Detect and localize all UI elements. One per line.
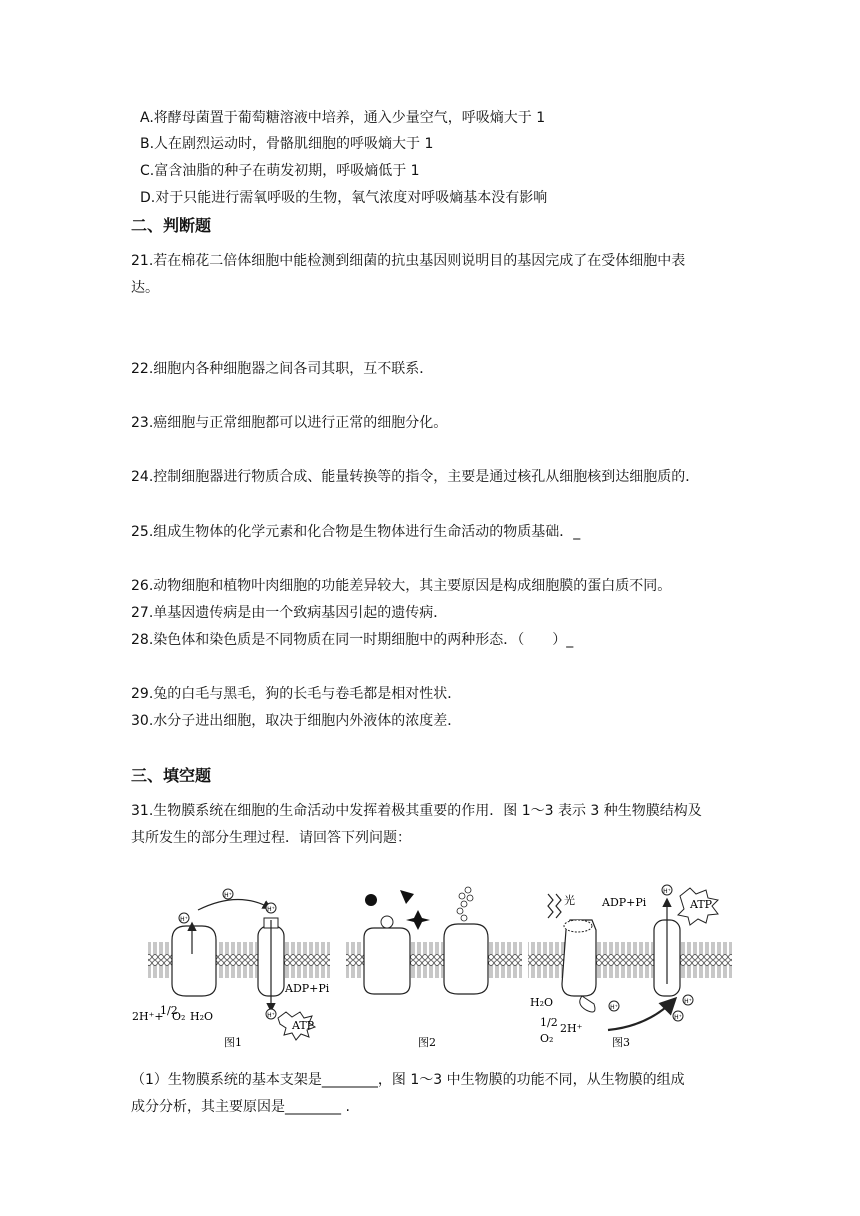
label-adp-pi-3: ADP+Pi (602, 896, 647, 909)
label-adp-pi-1: ADP+Pi (285, 982, 330, 995)
label-o2-3: O₂ (540, 1032, 554, 1045)
label-h2o-3: H₂O (530, 996, 554, 1009)
question-27: 27.单基因遗传病是由一个致病基因引起的遗传病． (131, 605, 448, 621)
signal-molecule-circle (365, 894, 377, 906)
section-title-judgement: 二、判断题 (131, 216, 212, 235)
h-plus-3: H⁺ (267, 906, 275, 913)
question-25: 25.组成生物体的化学元素和化合物是生物体进行生命活动的物质基础．_ (131, 524, 581, 540)
h-plus-1: H⁺ (180, 916, 188, 923)
question-28: 28.染色体和染色质是不同物质在同一时期细胞中的两种形态．（ ）_ (131, 632, 574, 648)
caption-figure-1: 图1 (224, 1036, 242, 1049)
signal-molecule-star (406, 910, 430, 930)
receptor-protein-2a (364, 928, 410, 994)
h-plus-6: H⁺ (610, 1004, 618, 1011)
question-31-line2: 其所发生的部分生理过程．请回答下列问题： (131, 830, 411, 846)
figure-3 (528, 885, 732, 1049)
glycoprotein-2b (444, 924, 488, 994)
question-23: 23.癌细胞与正常细胞都可以进行正常的细胞分化。 (131, 415, 448, 431)
option-b: B.人在剧烈运动时，骨骼肌细胞的呼吸熵大于 1 (140, 136, 434, 152)
label-atp-1: ATP (292, 1019, 315, 1032)
figure-2 (346, 887, 522, 1049)
question-22: 22.细胞内各种细胞器之间各司其职，互不联系． (131, 361, 434, 377)
h-plus-2: H⁺ (224, 892, 232, 899)
caption-figure-3: 图3 (612, 1036, 630, 1049)
h-plus-5: H⁺ (663, 888, 671, 895)
h-plus-8: H⁺ (674, 1014, 682, 1021)
label-half-3: 1/2 (540, 1016, 558, 1029)
light-ray-2 (556, 894, 561, 918)
option-d: D.对于只能进行需氧呼吸的生物，氧气浓度对呼吸熵基本没有影响 (140, 190, 548, 206)
question-31-line1: 31.生物膜系统在细胞的生命活动中发挥着极其重要的作用．图 1～3 表示 3 种生物膜结构及 (131, 803, 702, 819)
label-half: 1/2 (160, 1004, 178, 1017)
figure-1 (132, 889, 330, 1049)
caption-figure-2: 图2 (418, 1036, 436, 1049)
question-31-1-line2: 成分分析，其主要原因是________ . (131, 1099, 350, 1115)
label-light: 光 (564, 894, 575, 907)
question-31-1-line1: （1）生物膜系统的基本支架是________，图 1～3 中生物膜的功能不同，从生物膜的组成 (131, 1072, 685, 1088)
question-24: 24.控制细胞器进行物质合成、能量转换等的指令，主要是通过核孔从细胞核到达细胞质的． (131, 469, 700, 485)
option-c: C.富含油脂的种子在萌发初期，呼吸熵低于 1 (140, 163, 420, 179)
question-30: 30.水分子进出细胞，取决于细胞内外液体的浓度差． (131, 713, 462, 729)
question-26: 26.动物细胞和植物叶肉细胞的功能差异较大，其主要原因是构成细胞膜的蛋白质不同。 (131, 578, 672, 594)
signal-molecule-triangle (400, 890, 414, 904)
membrane-protein-1a (172, 926, 216, 996)
question-21-line1: 21.若在棉花二倍体细胞中能检测到细菌的抗虫基因则说明目的基因完成了在受体细胞中表 (131, 253, 686, 269)
h-plus-4: H⁺ (267, 1012, 275, 1019)
option-a: A.将酵母菌置于葡萄糖溶液中培养，通入少量空气，呼吸熵大于 1 (140, 110, 546, 126)
membrane-figure (128, 880, 738, 1060)
label-2h-plus-3: 2H⁺ (560, 1022, 583, 1035)
h-plus-7: H⁺ (684, 998, 692, 1005)
label-2h-plus: 2H⁺+ (132, 1010, 164, 1023)
label-o2: O₂ (172, 1010, 186, 1023)
section-title-fill-in: 三、填空题 (131, 766, 212, 785)
sugar-chain (457, 887, 473, 921)
light-ray-1 (548, 894, 553, 918)
oxygen-evolving-complex (580, 996, 595, 1012)
lipid-bilayer-3 (528, 942, 732, 982)
label-atp-3: ATP (690, 898, 713, 911)
question-21-line2: 达。 (131, 280, 159, 296)
label-h2o: H₂O (190, 1010, 214, 1023)
question-29: 29.兔的白毛与黑毛，狗的长毛与卷毛都是相对性状． (131, 686, 462, 702)
